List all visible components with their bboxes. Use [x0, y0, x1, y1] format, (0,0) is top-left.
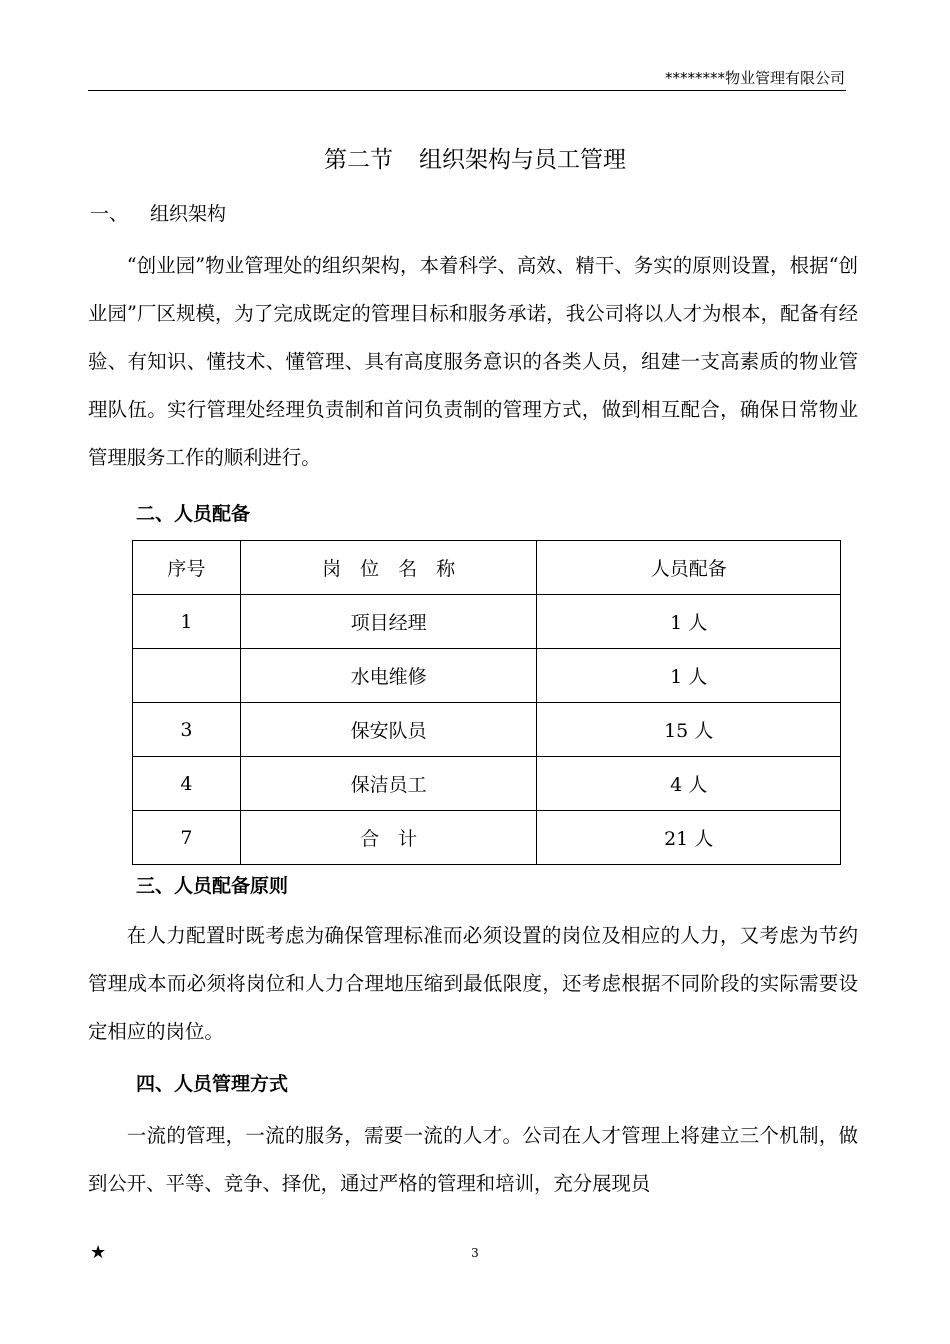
table-header-row	[133, 541, 841, 595]
table-row-total	[133, 811, 841, 865]
page-number: 3	[471, 1246, 479, 1260]
paragraph-organization: “创业园”物业管理处的组织架构，本着科学、高效、精干、务实的原则设置，根据“创业园”厂区规模，为了完成既定的管理目标和服务承诺，我公司将以人才为根本，配备有经验、有知识、懂技术、懂管理、具有高度服务意识的各类人员，组建一支高素质的物业管理队伍。实行管理处经理负责制和首问负责制的管理方式，做到相互配合，确保日常物业管理服务工作的顺利进行。	[88, 254, 858, 469]
cell-no: 7	[133, 811, 241, 865]
cell-position: 保安队员	[240, 703, 537, 757]
table-row	[133, 595, 841, 649]
cell-staffing: 1 人	[537, 595, 841, 649]
cell-no: 4	[133, 757, 241, 811]
title-part-2: 组织架构与员工管理	[419, 147, 626, 173]
cell-staffing: 21 人	[537, 811, 841, 865]
page-title	[0, 144, 950, 176]
header-rule	[88, 90, 846, 91]
table-row	[133, 703, 841, 757]
paragraph-staff-management: 一流的管理，一流的服务，需要一流的人才。公司在人才管理上将建立三个机制，做到公开、平等、竞争、择优，通过严格的管理和培训，充分展现员	[88, 1124, 858, 1195]
heading-staffing: 二、人员配备	[136, 503, 251, 525]
heading-number: 一、	[90, 203, 129, 225]
paragraph-staffing-principles: 在人力配置时既考虑为确保管理标准而必须设置的岗位及相应的人力，又考虑为节约管理成本而必须将岗位和人力合理地压缩到最低限度，还考虑根据不同阶段的实际需要设定相应的岗位。	[88, 924, 858, 1043]
header-staffing: 人员配备	[537, 541, 841, 595]
header-company-name: ********物业管理有限公司	[664, 69, 845, 87]
cell-staffing: 4 人	[537, 757, 841, 811]
heading-staff-management: 四、人员管理方式	[136, 1073, 289, 1095]
cell-position: 保洁员工	[240, 757, 537, 811]
heading-organization	[90, 200, 226, 228]
header-no: 序号	[133, 541, 241, 595]
cell-staffing: 1 人	[537, 649, 841, 703]
header-position: 岗 位 名 称	[240, 541, 537, 595]
cell-no: 1	[133, 595, 241, 649]
footer-star-icon: ★	[90, 1242, 107, 1263]
cell-position: 水电维修	[240, 649, 537, 703]
cell-position: 合 计	[240, 811, 537, 865]
table-row	[133, 757, 841, 811]
heading-text: 组织架构	[150, 203, 227, 225]
cell-position: 项目经理	[240, 595, 537, 649]
title-part-1: 第二节	[324, 147, 393, 173]
cell-no: 3	[133, 703, 241, 757]
cell-staffing: 15 人	[537, 703, 841, 757]
table-row	[133, 649, 841, 703]
staffing-table	[132, 540, 841, 865]
cell-no	[133, 649, 241, 703]
heading-staffing-principles: 三、人员配备原则	[136, 875, 289, 897]
